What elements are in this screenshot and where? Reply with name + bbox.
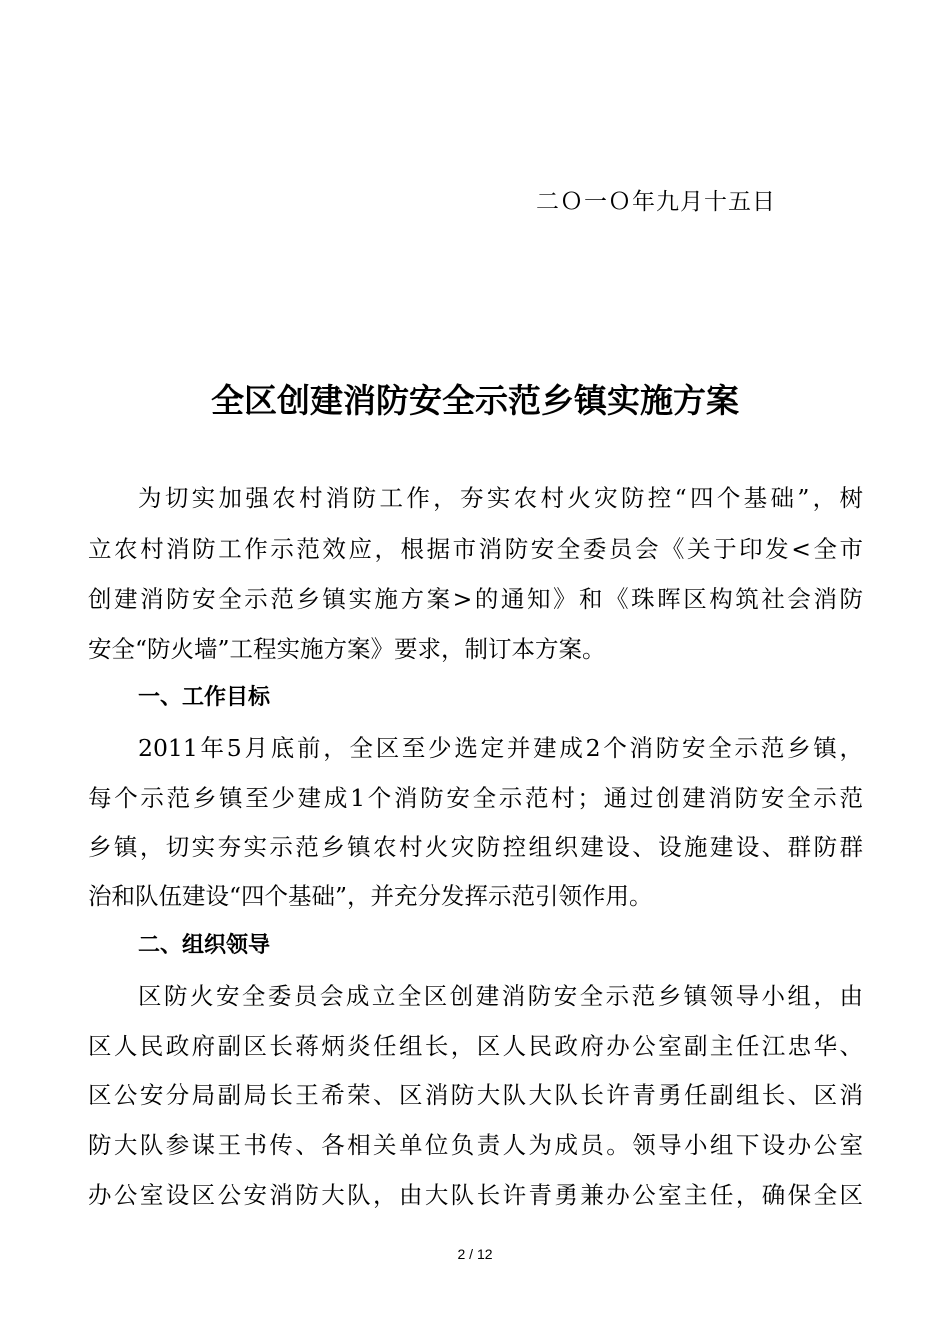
section2-line: 办公室设区公安消防大队，由大队长许青勇兼办公室主任，确保全区	[88, 1181, 863, 1209]
section2-line: 区防火安全委员会成立全区创建消防安全示范乡镇领导小组，由	[138, 982, 863, 1010]
section2-line: 区公安分局副局长王希荣、区消防大队大队长许青勇任副组长、区消	[88, 1081, 863, 1109]
section2-line: 防大队参谋王书传、各相关单位负责人为成员。领导小组下设办公室	[88, 1131, 863, 1159]
page-number: 2 / 12	[457, 1246, 493, 1262]
intro-line: 立农村消防工作示范效应，根据市消防安全委员会《关于印发<全市	[88, 535, 863, 563]
section-heading-organization: 二、组织领导	[138, 933, 271, 958]
document-title: 全区创建消防安全示范乡镇实施方案	[211, 381, 739, 420]
section1-line: 治和队伍建设“四个基础”，并充分发挥示范引领作用。	[88, 882, 653, 910]
section-heading-goals: 一、工作目标	[138, 685, 271, 710]
section1-line: 2011年5月底前，全区至少选定并建成2个消防安全示范乡镇，	[138, 734, 863, 762]
intro-line: 为切实加强农村消防工作，夯实农村火灾防控“四个基础”，树	[138, 484, 863, 512]
intro-line: 创建消防安全示范乡镇实施方案>的通知》和《珠晖区构筑社会消防	[88, 585, 863, 613]
document-date: 二Ｏ一Ｏ年九月十五日	[536, 189, 776, 215]
section1-line: 每个示范乡镇至少建成1个消防安全示范村；通过创建消防安全示范	[88, 784, 863, 812]
section2-line: 区人民政府副区长蒋炳炎任组长，区人民政府办公室副主任江忠华、	[88, 1032, 863, 1060]
intro-line: 安全“防火墙”工程实施方案》要求，制订本方案。	[88, 635, 606, 663]
section1-line: 乡镇，切实夯实示范乡镇农村火灾防控组织建设、设施建设、群防群	[88, 833, 863, 861]
